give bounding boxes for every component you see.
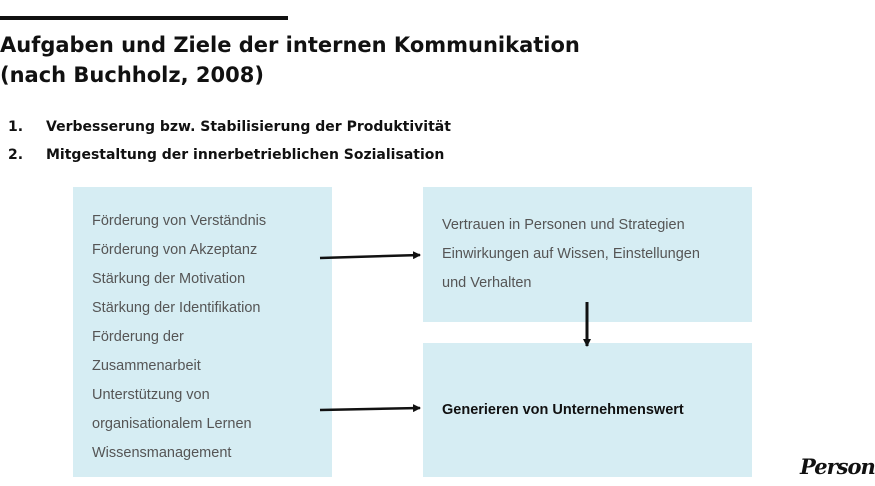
tasks-box	[73, 187, 332, 477]
task-line: Stärkung der Motivation	[92, 271, 246, 287]
result-text: Generieren von Unternehmenswert	[442, 402, 684, 418]
effect-line: Einwirkungen auf Wissen, Einstellungen	[442, 246, 700, 262]
task-line: Förderung von Verständnis	[92, 213, 267, 229]
goal-text: Mitgestaltung der innerbetrieblichen Sozialisation	[46, 147, 445, 163]
brand-logo: Person	[800, 454, 875, 479]
task-line: organisationalem Lernen	[92, 416, 252, 432]
effect-line: Vertrauen in Personen und Strategien	[442, 217, 685, 233]
goals-list	[8, 116, 451, 172]
task-line: Stärkung der Identifikation	[92, 300, 261, 316]
title-line-1: Aufgaben und Ziele der internen Kommunikation	[0, 33, 580, 57]
task-line: Unterstützung von	[92, 387, 210, 403]
task-line: Zusammenarbeit	[92, 358, 201, 374]
title-line-2: (nach Buchholz, 2008)	[0, 63, 264, 87]
arrow-tasks-to-result	[320, 408, 420, 410]
goal-item	[8, 116, 451, 144]
goal-number: 1.	[8, 119, 24, 135]
effects-box	[423, 187, 752, 322]
top-rule	[0, 16, 288, 20]
task-line: Förderung von Akzeptanz	[92, 242, 258, 258]
goal-item	[8, 144, 451, 172]
arrow-tasks-to-effects	[320, 255, 420, 258]
task-line: Wissensmanagement	[92, 445, 232, 461]
goal-number: 2.	[8, 147, 24, 163]
slide-title	[0, 30, 580, 90]
task-line: Förderung der	[92, 329, 184, 345]
effect-line: und Verhalten	[442, 275, 532, 291]
goal-text: Verbesserung bzw. Stabilisierung der Produktivität	[46, 119, 451, 135]
result-box	[423, 343, 752, 477]
